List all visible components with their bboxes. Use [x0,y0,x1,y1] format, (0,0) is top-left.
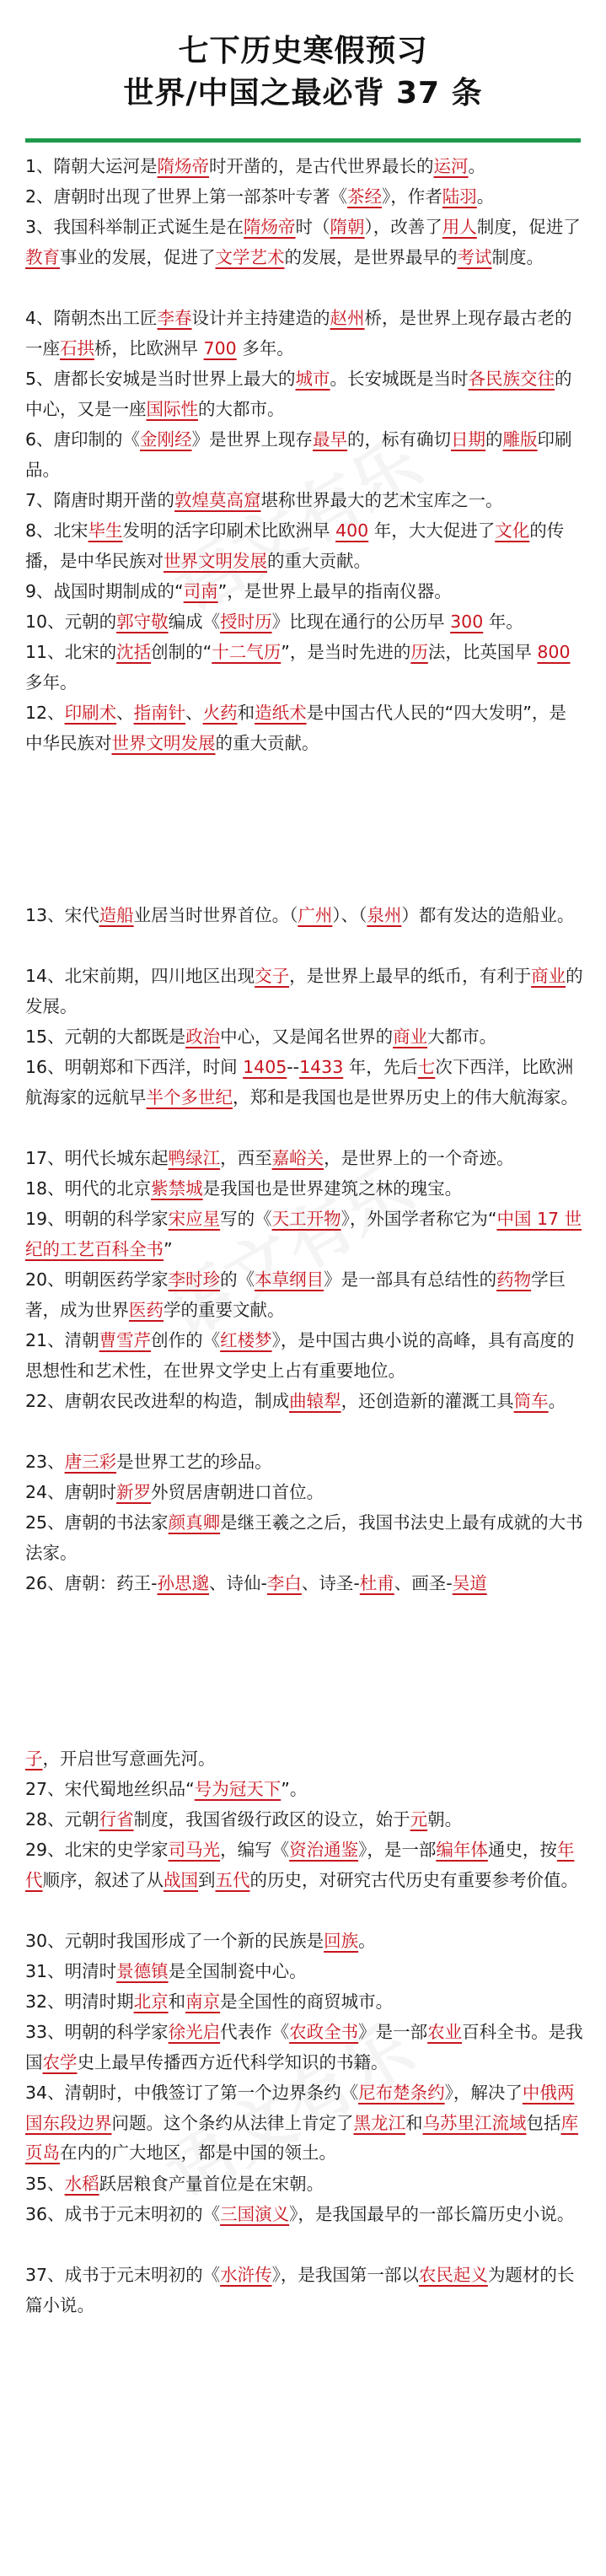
list-item [25,1326,583,1386]
item-text: 次下西洋，比欧洲航海家的远航早 [25,1057,574,1107]
keyword-highlight: 吴道 [452,1573,487,1593]
item-text: 32、明清时期 [25,1991,134,2012]
keyword-highlight: 敦煌莫高窟 [174,490,261,510]
keyword-highlight: 红楼梦 [220,1330,272,1350]
item-text: 10、元朝的 [25,612,117,632]
keyword-highlight: 元 [410,1809,428,1830]
item-text: 印刷品。 [25,429,572,480]
item-text: -- [287,1057,300,1077]
list-item [25,213,583,272]
keyword-highlight: 战国 [164,1869,198,1890]
keyword-highlight: 1405 [243,1057,287,1077]
item-text: 22、唐朝农民改进犁的构造，制成 [25,1391,290,1411]
item-text: 16、明朝郑和下西洋，时间 [25,1057,244,1077]
list-item [25,1744,583,1775]
item-text: 史上最早传播西方近代科学知识的书籍。 [77,2051,389,2072]
item-text: 跃居粮食产量首位是在宋朝。 [99,2174,324,2194]
item-text: 到 [198,1869,216,1890]
item-text: 学的重要文献。 [164,1299,285,1320]
keyword-highlight: 世界文明发展 [111,732,216,753]
keyword-highlight: 雕版 [502,429,538,450]
keyword-highlight: 半个多世纪 [146,1086,233,1107]
item-text: 25、唐朝的书法家 [25,1512,169,1533]
list-item [25,901,583,931]
list-item [25,577,583,607]
item-text: 29、北宋的史学家 [25,1840,169,1860]
item-text: 写的《 [220,1209,272,1229]
item-text: 的大都市。 [198,398,285,419]
keyword-highlight: 资治通鉴 [289,1840,359,1860]
item-text: 、诗仙- [208,1573,267,1593]
item-text: 制度。 [491,246,544,267]
keyword-highlight: 十二气历 [212,642,282,662]
keyword-highlight: 嘉峪关 [271,1148,324,1168]
keyword-highlight: 七 [417,1057,436,1077]
item-text: 37、成书于元末明初的《 [25,2265,221,2285]
keyword-highlight: 农政全书 [289,2022,359,2042]
item-text: 年，先后 [343,1057,418,1077]
item-text: 14、北宋前期，四川地区出现 [25,966,255,986]
item-text: ”，是当时先进的 [281,642,411,662]
item-text: ，郑和是我国也是世界历史上的伟大航海家。 [233,1086,578,1107]
item-text: 》，外国学者称它为“ [341,1209,497,1229]
keyword-highlight: 指南针 [133,703,186,723]
item-text: 事业的发展，促进了 [60,246,216,267]
keyword-highlight: 交子 [255,966,290,986]
item-text: 制度，促进了 [476,217,581,237]
item-text: ）都有发达的造船业。 [401,905,575,925]
keyword-highlight: 孙思邈 [157,1573,209,1593]
item-text: 的发展。 [25,966,583,1016]
list-item [25,1775,583,1805]
keyword-highlight: 700 [203,337,237,358]
keyword-highlight: 城市 [295,369,330,389]
item-text: 外贸居唐朝进口首位。 [151,1482,324,1502]
item-text: 为题材的长篇小说。 [25,2265,575,2315]
keyword-highlight: 金刚经 [140,429,192,450]
list-item [25,2261,583,2320]
list-item [25,962,583,1021]
item-text: 是全国性的商贸城市。 [220,1991,394,2012]
list-item [25,1447,583,1478]
item-text: 。 [476,186,495,207]
item-text: 》是一部 [358,2022,428,2042]
item-text: 创制的“ [151,642,212,662]
item-text: 24、唐朝时 [25,1482,117,1502]
item-text: 是继王羲之之后，我国书法史上最有成就的大书法家。 [25,1512,583,1563]
keyword-highlight: 行省 [99,1809,134,1830]
item-text: 30、元朝时我国形成了一个新的民族是 [25,1931,324,1951]
list-item [25,1805,583,1835]
item-text: ，开启世写意画先河。 [42,1749,216,1769]
keyword-highlight: 火药 [202,703,238,723]
keyword-highlight: 紫禁城 [151,1178,203,1199]
item-text: 多年。 [236,337,294,358]
list-item [25,1053,583,1113]
list-item [25,516,583,576]
list-item [25,1987,583,2018]
keyword-highlight: 400 [335,520,369,541]
keyword-highlight: 年代 [25,1840,575,1890]
item-text: 堪称世界最大的艺术宝库之一。 [260,490,503,510]
item-text: 34、清朝时，中俄签订了第一个边界条约《 [25,2083,359,2103]
keyword-highlight: 中俄两国东段边界 [25,2083,575,2133]
item-text: 是世界工艺的珍品。 [116,1452,272,1472]
keyword-highlight: 司南 [183,581,218,601]
list-item [25,2169,583,2200]
item-text: 》，是我国第一部以 [271,2265,419,2285]
keyword-highlight: 陆羽 [442,186,477,207]
keyword-highlight: 运河 [433,156,469,176]
page-subtitle: 世界/中国之最必背 37 条 [123,76,483,110]
list-item [25,425,583,485]
list-item [25,304,583,364]
keyword-highlight: 造船 [99,905,134,925]
keyword-highlight: 新罗 [116,1482,152,1502]
item-text: 。 [548,1391,566,1411]
keyword-highlight: 授时历 [220,612,272,632]
item-text: 百科全书。是我国 [25,2022,583,2072]
keyword-highlight: 子 [25,1749,43,1769]
keyword-highlight: 曲辕犁 [289,1391,341,1411]
list-item [25,2078,583,2169]
keyword-highlight: 曹雪芹 [99,1330,152,1350]
list-item [25,364,583,424]
list-item [25,2200,583,2230]
item-text: 和 [237,703,255,723]
keyword-highlight: 泉州 [367,905,402,925]
item-text: 年。 [483,612,523,632]
item-text: 桥，比欧洲早 [94,337,204,358]
item-text: 1、隋朝大运河是 [25,156,158,176]
item-text: 、 [185,703,203,723]
item-text: 19、明朝的科学家 [25,1209,169,1229]
item-text: 的重大贡献。 [215,732,319,753]
keyword-highlight: 赵州 [330,308,365,328]
keyword-highlight: 李时珍 [168,1269,221,1290]
item-text: 、 [116,703,134,723]
keyword-highlight: 杜甫 [359,1573,394,1593]
item-text: 18、明代的北京 [25,1178,152,1199]
item-text: 5、唐都长安城是当时世界上最大的 [25,369,296,389]
keyword-highlight: 毕生 [88,520,123,541]
keyword-highlight: 号为冠天下 [194,1779,282,1799]
item-text: 朝。 [427,1809,463,1830]
item-text: 的历史，对研究古代历史有重要参考价值。 [249,1869,578,1890]
keyword-highlight: 编年体 [436,1840,488,1860]
item-text: 的重大贡献。 [267,550,371,571]
list-item [25,1835,583,1895]
keyword-highlight: 各民族交往 [468,369,555,389]
keyword-highlight: 世界文明发展 [164,550,267,571]
item-text: 桥，是世界上现存最古老的一座 [25,308,572,358]
keyword-highlight: 颜真卿 [168,1512,221,1533]
item-text: 创作的《 [151,1330,221,1350]
item-text: 制度，我国省级行政区的设立，始于 [133,1809,410,1830]
item-text: 年，大大促进了 [368,520,496,541]
item-text: 12、 [25,703,65,723]
item-text: 时（ [295,217,330,237]
item-text: 的中心，又是一座 [25,369,572,419]
keyword-highlight: 考试 [457,246,492,267]
list-item [25,1174,583,1204]
keyword-highlight: 本草纲目 [255,1269,324,1290]
item-text: 。 [358,1931,376,1951]
list-item [25,152,583,182]
keyword-highlight: 中国 17 世纪的工艺百科全书 [25,1209,582,1259]
keyword-highlight: 用人 [442,217,477,237]
item-text: 28、元朝 [25,1809,99,1830]
keyword-highlight: 乌苏里江流域 [422,2112,527,2133]
item-text: 36、成书于元末明初的《 [25,2204,221,2224]
item-text: ，编写《 [220,1840,290,1860]
item-text: ，是世界上的一个奇迹。 [324,1148,514,1168]
item-text: ”，是世界上最早的指南仪器。 [217,581,452,601]
item-text: 6、唐印制的《 [25,429,141,450]
keyword-highlight: 鸭绿江 [168,1148,221,1168]
list-item [25,1265,583,1325]
item-text: ）、（ [332,905,367,925]
keyword-highlight: 文化 [495,520,530,541]
list-item [25,2018,583,2078]
item-text: 问题。这个条约从法律上肯定了 [111,2112,354,2133]
item-text: 时开凿的，是古代世界最长的 [209,156,434,176]
item-text: 21、清朝 [25,1330,99,1350]
item-text: 的发展，是世界最早的 [284,246,458,267]
item-text: 顺序，叙述了从 [42,1869,164,1890]
item-text: ” [164,1238,173,1259]
keyword-highlight: 教育 [25,246,60,267]
item-text: 15、元朝的大都既是 [25,1027,186,1047]
item-text: 的《 [220,1269,255,1290]
item-text: 是全国制瓷中心。 [168,1961,307,1981]
keyword-highlight: 历 [410,642,428,662]
item-text: 20、明朝医药学家 [25,1269,169,1290]
keyword-highlight: 医药 [129,1299,164,1320]
item-text: 的 [485,429,503,450]
keyword-highlight: 库页岛 [25,2112,578,2163]
keyword-highlight: 司马光 [168,1840,221,1860]
item-text: 设计并主持建造的 [191,308,330,328]
keyword-highlight: 回族 [324,1931,359,1951]
keyword-highlight: 1433 [299,1057,344,1077]
keyword-highlight: 筒车 [513,1391,549,1411]
title-divider [25,138,581,143]
list-item [25,1204,583,1264]
keyword-highlight: 李春 [157,308,192,328]
keyword-highlight: 五代 [215,1869,250,1890]
keyword-highlight: 广州 [298,905,333,925]
keyword-highlight: 印刷术 [64,703,117,723]
keyword-highlight: 景德镇 [116,1961,169,1981]
item-text: 。 [468,156,486,176]
item-text: 3、我国科举制正式诞生是在 [25,217,244,237]
item-text: 、诗圣- [301,1573,360,1593]
item-text: 和 [405,2112,423,2133]
item-text: 是我国也是世界建筑之林的瑰宝。 [202,1178,463,1199]
item-text: 学巨著，成为世界 [25,1269,566,1320]
list-item [25,698,583,758]
item-text: 多年。 [25,671,78,693]
list-item [25,607,583,638]
keyword-highlight: 黑龙江 [353,2112,405,2133]
item-text: 发明的活字印刷术比欧洲早 [122,520,336,541]
list-item [25,1957,583,1987]
keyword-highlight: 800 [537,642,571,662]
item-text: ，是世界上最早的纸币，有利于 [289,966,532,986]
keyword-highlight: 隋炀帝 [157,156,210,176]
list-item [25,1144,583,1174]
item-text: 业居当时世界首位。（ [133,905,298,925]
keyword-highlight: 唐三彩 [64,1452,117,1472]
item-text: 》比现在通行的公历早 [271,612,451,632]
keyword-highlight: 政治 [185,1027,221,1047]
keyword-highlight: 文学艺术 [215,246,285,267]
item-text: 》，是我国最早的一部长篇历史小说。 [289,2204,575,2224]
keyword-highlight: 南京 [185,1991,221,2012]
keyword-highlight: 沈括 [116,642,152,662]
list-item [25,1927,583,1957]
item-text: 》是世界上现存 [191,429,314,450]
item-text: ，还创造新的灌溉工具 [341,1391,514,1411]
item-text: 法，比英国早 [427,642,538,662]
item-text: 35、 [25,2174,65,2194]
list-item [25,1508,583,1568]
keyword-highlight: 李白 [266,1573,302,1593]
keyword-highlight: 郭守敬 [116,612,169,632]
item-text: 的传播，是中华民族对 [25,520,565,571]
keyword-highlight: 宋应星 [168,1209,221,1229]
item-text: 通史，按 [487,1840,557,1860]
item-text: 》，作者 [382,186,442,207]
item-text: 包括 [526,2112,561,2133]
item-text: 是中国古代人民的“四大发明”，是中华民族对 [25,703,566,753]
title-block [0,30,606,115]
keyword-highlight: 最早 [313,429,348,450]
keyword-highlight: 天工开物 [271,1209,341,1229]
item-text: 编成《 [168,612,221,632]
keyword-highlight: 造纸术 [255,703,307,723]
keyword-highlight: 水稻 [64,2174,99,2194]
list-item [25,638,583,698]
item-text: 7、隋唐时期开凿的 [25,490,175,510]
item-text: 33、明朝的科学家 [25,2022,169,2042]
item-text: 2、唐朝时出现了世界上第一部茶叶专著《 [25,186,348,207]
item-text: 23、 [25,1452,65,1472]
keyword-highlight: 茶经 [347,186,383,207]
item-text: 、画圣- [394,1573,453,1593]
keyword-highlight: 农民起义 [418,2265,488,2285]
keyword-highlight: 隋朝 [330,217,365,237]
item-text: ），改善了 [364,217,442,237]
item-text: 13、宋代 [25,905,99,925]
item-text: ，西至 [220,1148,272,1168]
list-item [25,1478,583,1508]
keyword-highlight: 商业 [531,966,566,986]
keyword-highlight: 三国演义 [220,2204,290,2224]
keyword-highlight: 药物 [496,1269,532,1290]
item-text: 中心，又是闻名世界的 [220,1027,394,1047]
list-item [25,1387,583,1417]
keyword-highlight: 隋炀帝 [244,217,296,237]
item-text: 大都市。 [427,1027,497,1047]
item-text: 4、隋朝杰出工匠 [25,308,158,328]
item-text: 8、北宋 [25,520,88,541]
keyword-highlight: 农业 [427,2022,463,2042]
item-text: 11、北宋的 [25,642,117,662]
keyword-highlight: 尼布楚条约 [358,2083,445,2103]
keyword-highlight: 北京 [133,1991,169,2012]
item-text: 。长安城既是当时 [330,369,469,389]
keyword-highlight: 徐光启 [168,2022,221,2042]
item-text: 27、宋代蜀地丝织品“ [25,1779,195,1799]
keyword-highlight: 300 [450,612,484,632]
item-text: 9、战国时期制成的“ [25,581,184,601]
item-text: 》，是一部 [358,1840,437,1860]
keyword-highlight: 石拱 [60,337,94,358]
item-text: 》，是中国古典小说的高峰，具有高度的思想性和艺术性，在世界文学史上占有重要地位。 [25,1330,575,1381]
item-text: 代表作《 [220,2022,290,2042]
item-text: 和 [168,1991,186,2012]
list-item [25,486,583,516]
keyword-highlight: 农学 [42,2051,78,2072]
page-title: 七下历史寒假预习 [178,34,428,68]
list-item [25,182,583,213]
keyword-highlight: 日期 [451,429,486,450]
keyword-highlight: 水浒传 [220,2265,272,2285]
item-text: 在内的广大地区，都是中国的领土。 [60,2142,336,2163]
item-text: 》，解决了 [444,2083,523,2103]
list-item [25,1569,583,1599]
item-text: 的，标有确切 [347,429,452,450]
list-item [25,1022,583,1053]
item-text: 31、明清时 [25,1961,117,1981]
item-text: 17、明代长城东起 [25,1148,169,1168]
item-text: 》是一部具有总结性的 [324,1269,497,1290]
keyword-highlight: 国际性 [146,398,198,419]
item-text: ”。 [281,1779,308,1799]
keyword-highlight: 商业 [393,1027,428,1047]
item-text: 26、唐朝：药王- [25,1573,158,1593]
